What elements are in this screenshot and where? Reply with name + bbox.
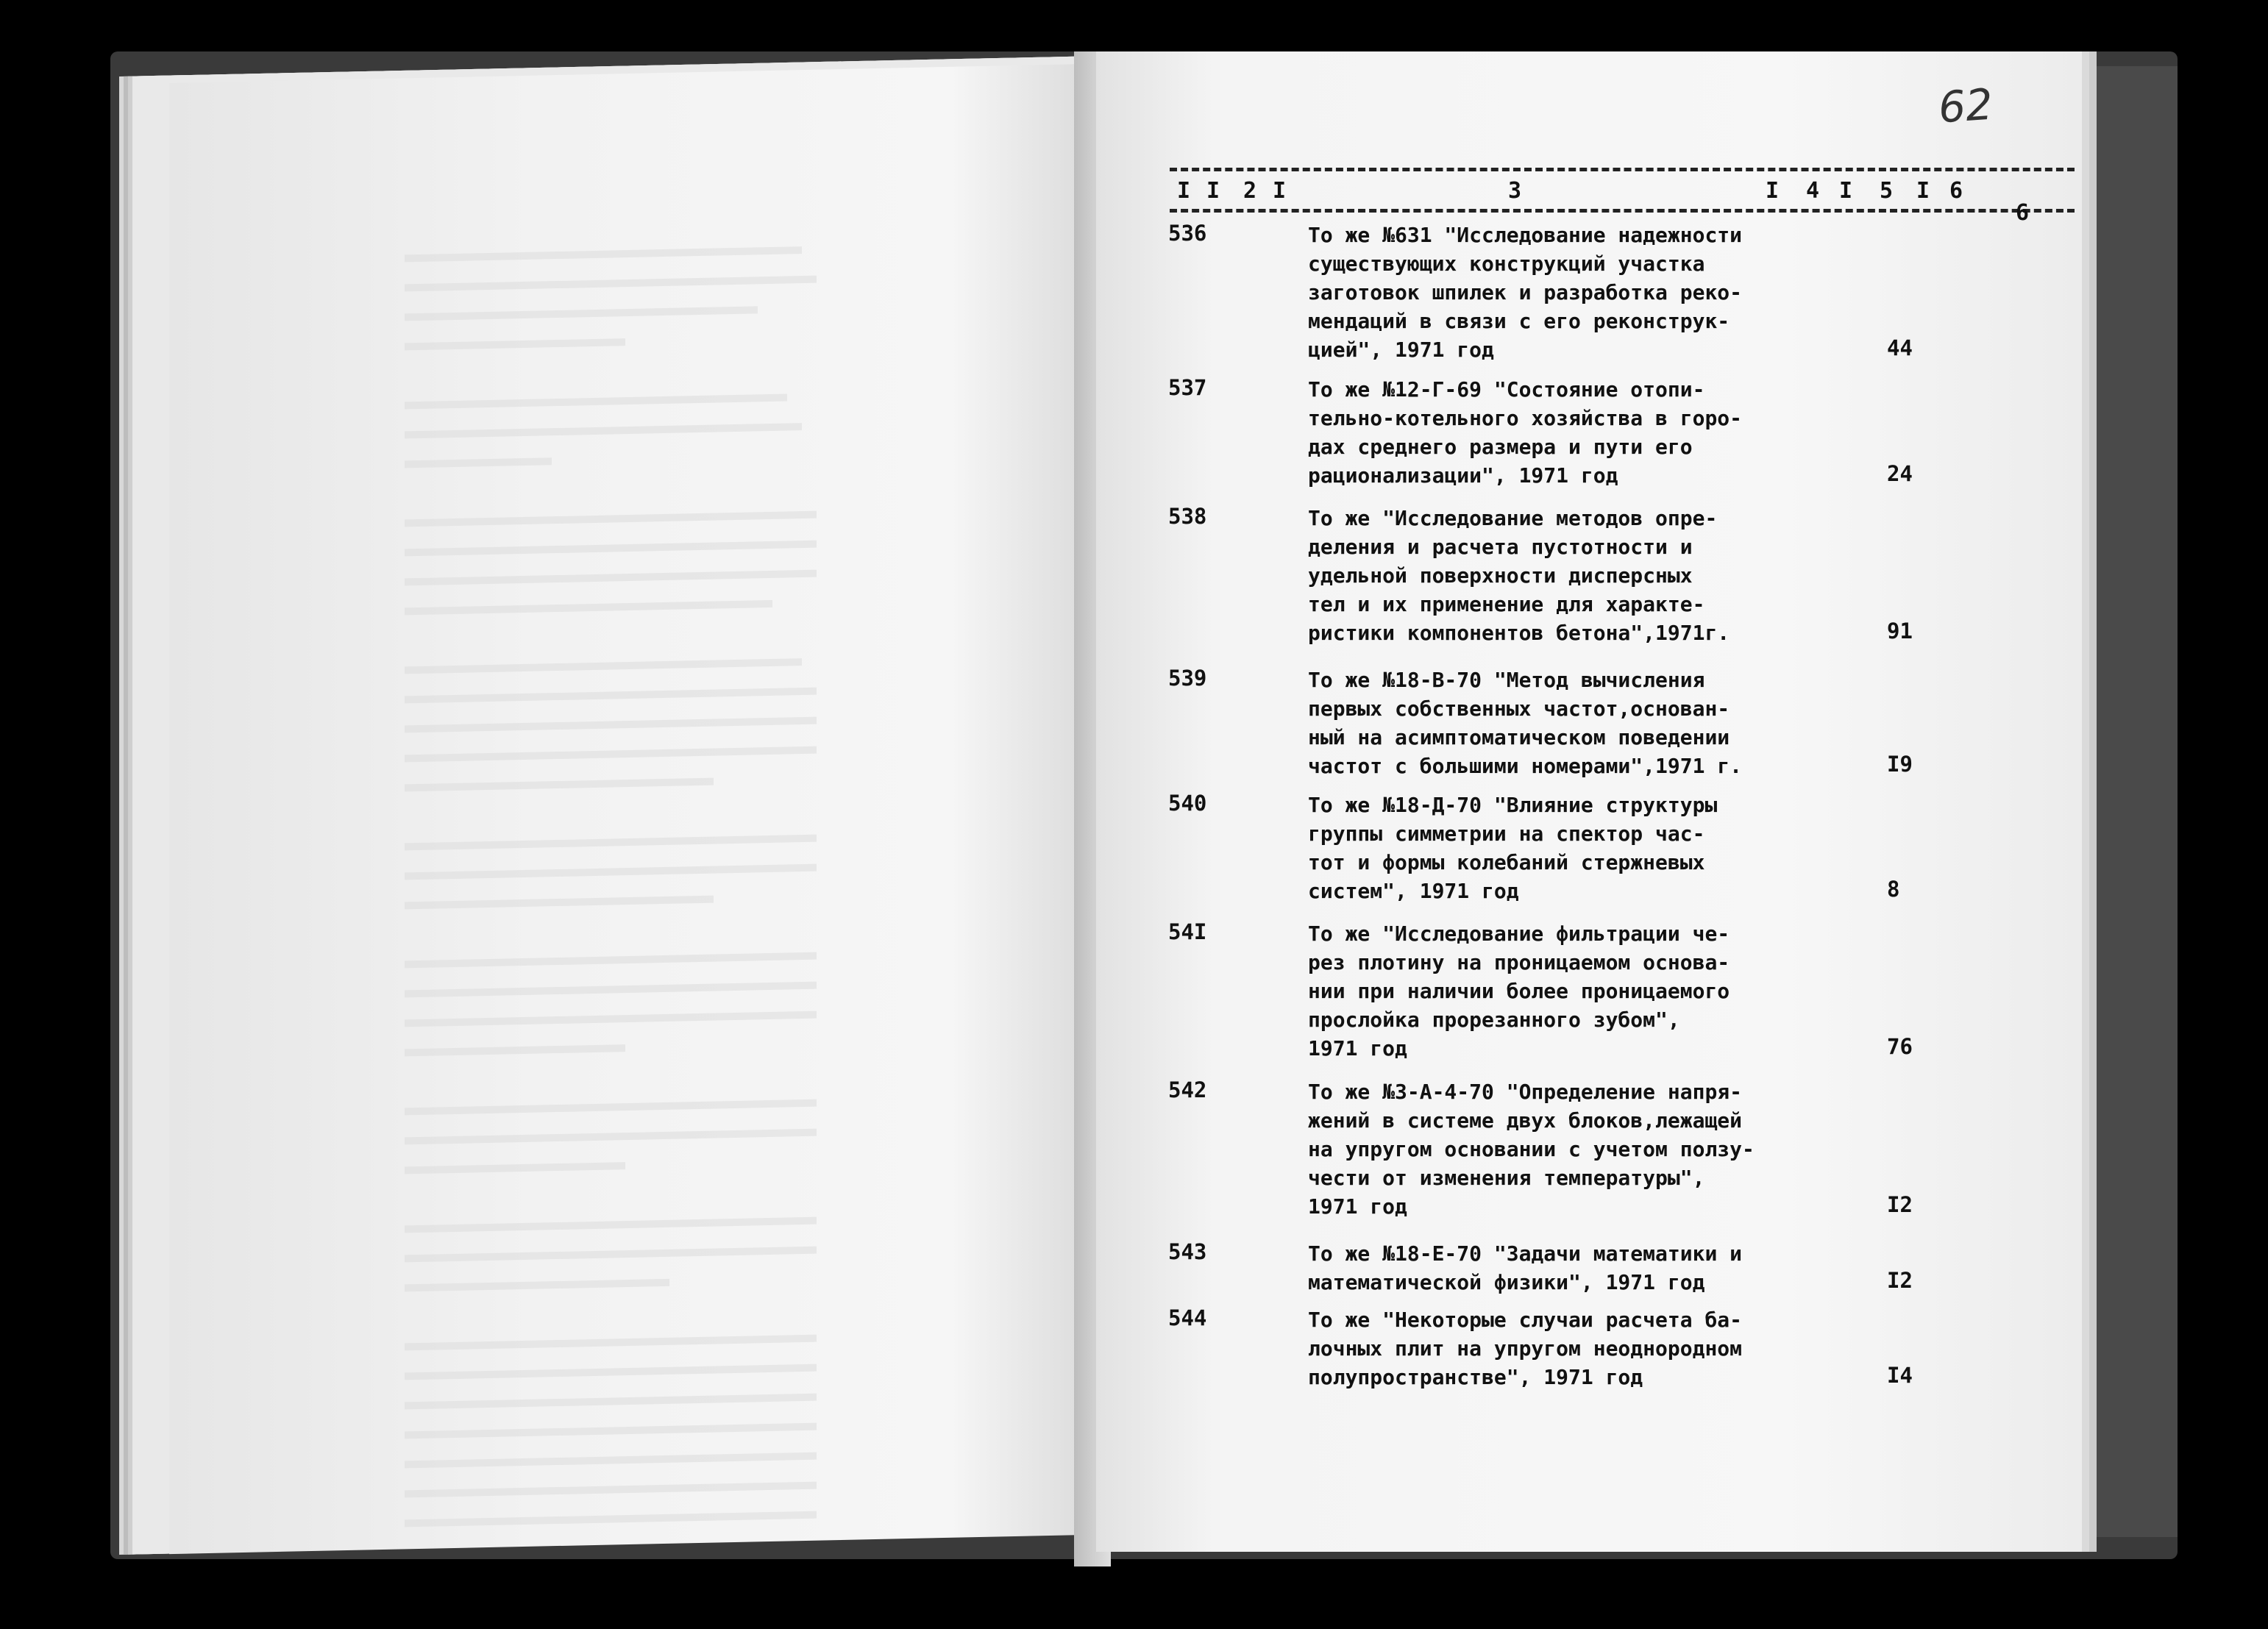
entry-page-count: 44 <box>1887 335 1913 360</box>
entry-description-line: То же №631 "Исследование надежности <box>1308 223 1743 247</box>
entry-page-count: I2 <box>1887 1268 1913 1293</box>
column-separator: I <box>1273 178 1287 204</box>
entry-description-line: То же "Исследование фильтрации че- <box>1308 922 1730 946</box>
entry-description-line: тел и их применение для характе- <box>1308 592 1705 616</box>
column-header-6: 6 <box>1949 178 1963 204</box>
entry-description-line: деления и расчета пустотности и <box>1308 535 1693 559</box>
entry-description <box>1308 791 1779 905</box>
entry-description <box>1308 375 1779 490</box>
entry-description-line: частот с большими номерами",1971 г. <box>1308 754 1743 778</box>
entry-description-line: То же "Исследование методов опре- <box>1308 506 1718 530</box>
entry-description <box>1308 1077 1779 1221</box>
entry-description-line: тельно-котельного хозяйства в горо- <box>1308 406 1743 430</box>
column-header-2: 2 <box>1243 178 1257 204</box>
entry-description-line: прослойка прорезанного зубом", <box>1308 1008 1680 1032</box>
column-separator: I <box>1916 178 1930 204</box>
column-separator: I <box>1839 178 1853 204</box>
entry-number: 542 <box>1168 1077 1207 1102</box>
entry-description-line: рез плотину на проницаемом основа- <box>1308 950 1730 974</box>
entry-number: 543 <box>1168 1239 1207 1264</box>
entry-page-count: I4 <box>1887 1363 1913 1388</box>
entry-page-count: 91 <box>1887 619 1913 644</box>
left-page-faded-text <box>405 239 1140 1549</box>
entry-description-line: жений в системе двух блоков,лежащей <box>1308 1108 1743 1133</box>
entry-description <box>1308 1239 1779 1297</box>
entry-description-line: математической физики", 1971 год <box>1308 1270 1705 1294</box>
entry-description-line: первых собственных частот,основан- <box>1308 696 1730 721</box>
entry-description-line: То же №18-В-70 "Метод вычисления <box>1308 668 1705 692</box>
entry-description-line: существующих конструкций участка <box>1308 252 1705 276</box>
entry-number: 539 <box>1168 666 1207 691</box>
entry-description-line: ристики компонентов бетона",1971г. <box>1308 621 1730 645</box>
entry-description-line: группы симметрии на спектор час- <box>1308 821 1705 846</box>
entry-page-count: 24 <box>1887 461 1913 486</box>
table-rule-bottom <box>1170 209 2075 213</box>
entry-description-line: чести от изменения температуры", <box>1308 1166 1705 1190</box>
entry-description <box>1308 1305 1779 1391</box>
column-header-3: 3 <box>1508 178 1522 204</box>
entry-number: 544 <box>1168 1305 1207 1330</box>
entry-description-line: 1971 год <box>1308 1036 1407 1061</box>
entry-description-line: систем", 1971 год <box>1308 879 1519 903</box>
table-rule-top <box>1170 168 2075 171</box>
entry-description-line: То же №3-А-4-70 "Определение напря- <box>1308 1080 1743 1104</box>
entry-description-line: цией", 1971 год <box>1308 338 1494 362</box>
entry-description-line: полупространстве", 1971 год <box>1308 1365 1643 1389</box>
entry-description-line: удельной поверхности дисперсных <box>1308 563 1693 588</box>
entry-page-count: I2 <box>1887 1192 1913 1217</box>
entry-page-count: 8 <box>1887 877 1900 902</box>
column-separator: I <box>1206 178 1220 204</box>
entry-description-line: мендаций в связи с его реконструк- <box>1308 309 1730 333</box>
entry-description-line: дах среднего размера и пути его <box>1308 435 1693 459</box>
handwritten-page-number: 62 <box>1936 79 1995 133</box>
entry-page-count: 76 <box>1887 1034 1913 1059</box>
entry-description-line: То же №18-Е-70 "Задачи математики и <box>1308 1241 1743 1266</box>
entry-description <box>1308 221 1779 364</box>
entry-description-line: заготовок шпилек и разработка реко- <box>1308 280 1743 304</box>
entry-description <box>1308 919 1779 1063</box>
entry-description-line: рационализации", 1971 год <box>1308 463 1618 488</box>
entry-number: 536 <box>1168 221 1207 246</box>
entry-number: 538 <box>1168 504 1207 529</box>
entry-number: 54I <box>1168 919 1207 944</box>
entry-description-line: То же №12-Г-69 "Состояние отопи- <box>1308 377 1705 402</box>
entry-description-line: То же "Некоторые случаи расчета ба- <box>1308 1308 1743 1332</box>
entry-description <box>1308 504 1779 647</box>
entry-description <box>1308 666 1779 780</box>
entry-description-line: нии при наличии более проницаемого <box>1308 979 1730 1003</box>
entry-description-line: То же №18-Д-70 "Влияние структуры <box>1308 793 1718 817</box>
entry-page-count: I9 <box>1887 752 1913 777</box>
column-header-4: 4 <box>1806 178 1820 204</box>
column-header-5: 5 <box>1880 178 1894 204</box>
entry-description-line: на упругом основании с учетом ползу- <box>1308 1137 1755 1161</box>
entry-description-line: ный на асимптоматическом поведении <box>1308 725 1730 749</box>
column-header-6-next-page: 6 <box>2016 200 2030 226</box>
entry-description-line: тот и формы колебаний стержневых <box>1308 850 1705 874</box>
entry-number: 540 <box>1168 791 1207 816</box>
entry-description-line: лочных плит на упругом неоднородном <box>1308 1336 1743 1361</box>
entry-description-line: 1971 год <box>1308 1194 1407 1219</box>
column-header-1: I <box>1177 178 1191 204</box>
column-separator: I <box>1766 178 1780 204</box>
entry-number: 537 <box>1168 375 1207 400</box>
left-page <box>169 64 1089 1554</box>
